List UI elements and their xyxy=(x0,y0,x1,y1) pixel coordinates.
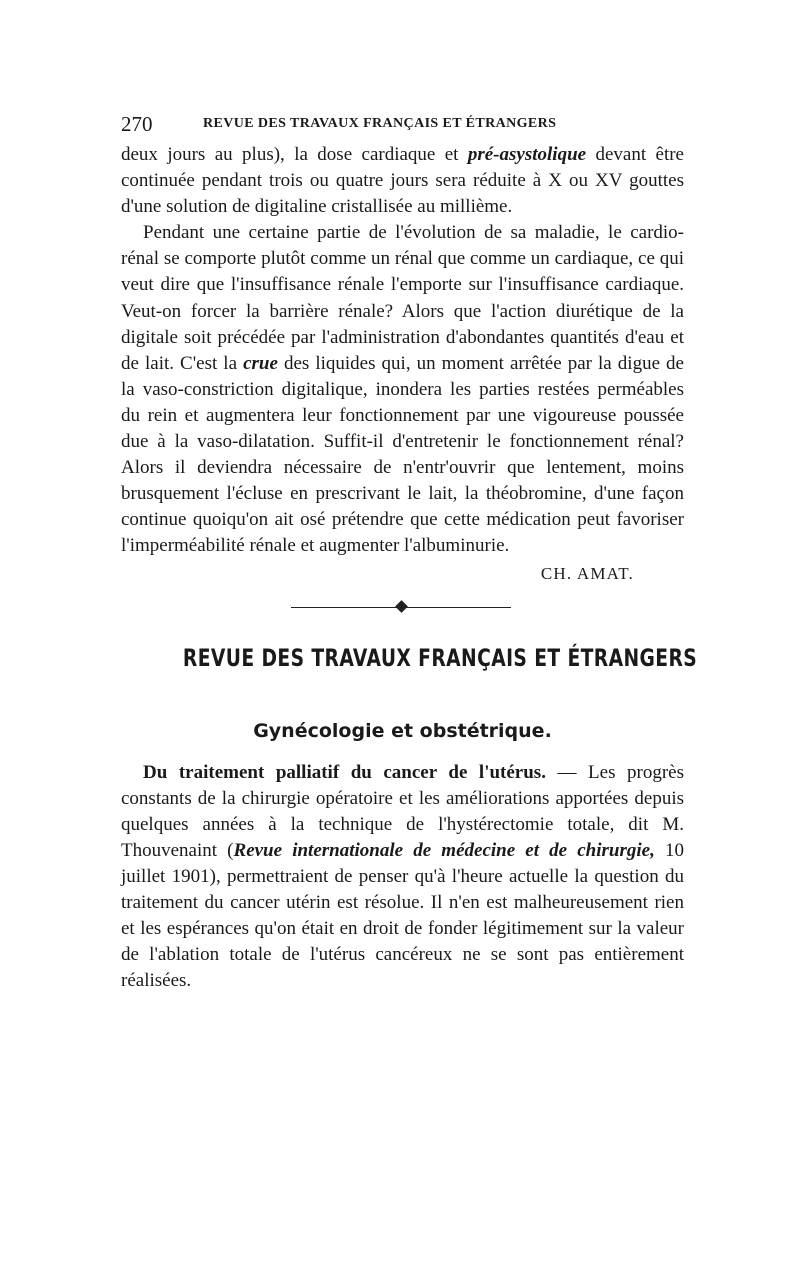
running-head xyxy=(121,112,684,142)
paragraph xyxy=(121,760,684,995)
page-number: 270 xyxy=(121,112,153,136)
continuation-text xyxy=(121,142,684,560)
paragraph xyxy=(121,142,684,220)
section-divider xyxy=(121,598,684,618)
subsection-title: Gynécologie et obstétrique. xyxy=(253,719,552,742)
italic-term: crue xyxy=(243,352,278,374)
text-run: Pendant une certaine partie de l'évolution de sa maladie, le cardio-rénal se comporte plutôt comme un rénal que comme un cardiaque, ce qui veut dire que l'insuffisance rénale l'emporte sur l'insuffisance cardiaque. Veut-on forcer la barrière rénale? Alors que l'action diurétique de la digitale soit précédée par l'administration d'abondantes quantités d'eau et de lait. C'est la xyxy=(121,222,684,374)
divider-line-right xyxy=(404,607,511,609)
text-run: deux jours au plus), la dose cardiaque et xyxy=(121,144,468,165)
running-title: REVUE DES TRAVAUX FRANÇAIS ET ÉTRANGERS xyxy=(203,116,557,131)
paragraph xyxy=(121,220,684,559)
text-run: — Les progrès constants de la chirurgie opératoire et les améliorations apportées depuis quelques années à la technique de l'hystérectomie totale, dit M. Thouvenaint ( xyxy=(121,761,684,861)
section-title: REVUE DES TRAVAUX FRANÇAIS ET ÉTRANGERS xyxy=(182,643,698,672)
article-title: Du traitement palliatif du cancer de l'utérus. xyxy=(143,761,546,783)
italic-term: pré-asystolique xyxy=(467,144,587,165)
article xyxy=(121,760,684,995)
text-run: devant être continuée pendant trois ou quatre jours sera réduite à X ou XV gouttes d'une solution de digitaline cristallisée au millième. xyxy=(121,144,684,218)
author-signature: CH. AMAT. xyxy=(540,563,634,583)
journal-citation: Revue internationale de médecine et de chirurgie, xyxy=(233,839,655,861)
text-run: des liquides qui, un moment arrêtée par la digue de la vaso-constriction digitalique, inondera les parties restées perméables du rein et augmentera leur fonctionnement par une vigoureuse poussée due à la vaso-dilatation. Suffit-il d'entretenir le fonctionnement rénal? Alors il deviendra nécessaire de n'entr'ouvrir que lentement, moins brusquement l'écluse en prescrivant le lait, la théobromine, d'une façon continue quoiqu'on ait osé prétendre que cette médication peut favoriser l'imperméabilité rénale et augmenter l'albuminurie. xyxy=(121,352,684,557)
page xyxy=(121,112,698,994)
divider-line-left xyxy=(291,607,401,609)
text-run: 10 juillet 1901), permettraient de penser qu'à l'heure actuelle la question du traitement du cancer utérin est résolue. Il n'en est malheureusement rien et les espérances qu'on était en droit de fonder légitimement sur la valeur de l'ablation totale de l'utérus cancéreux ne se sont pas entièrement réalisées. xyxy=(121,839,684,992)
